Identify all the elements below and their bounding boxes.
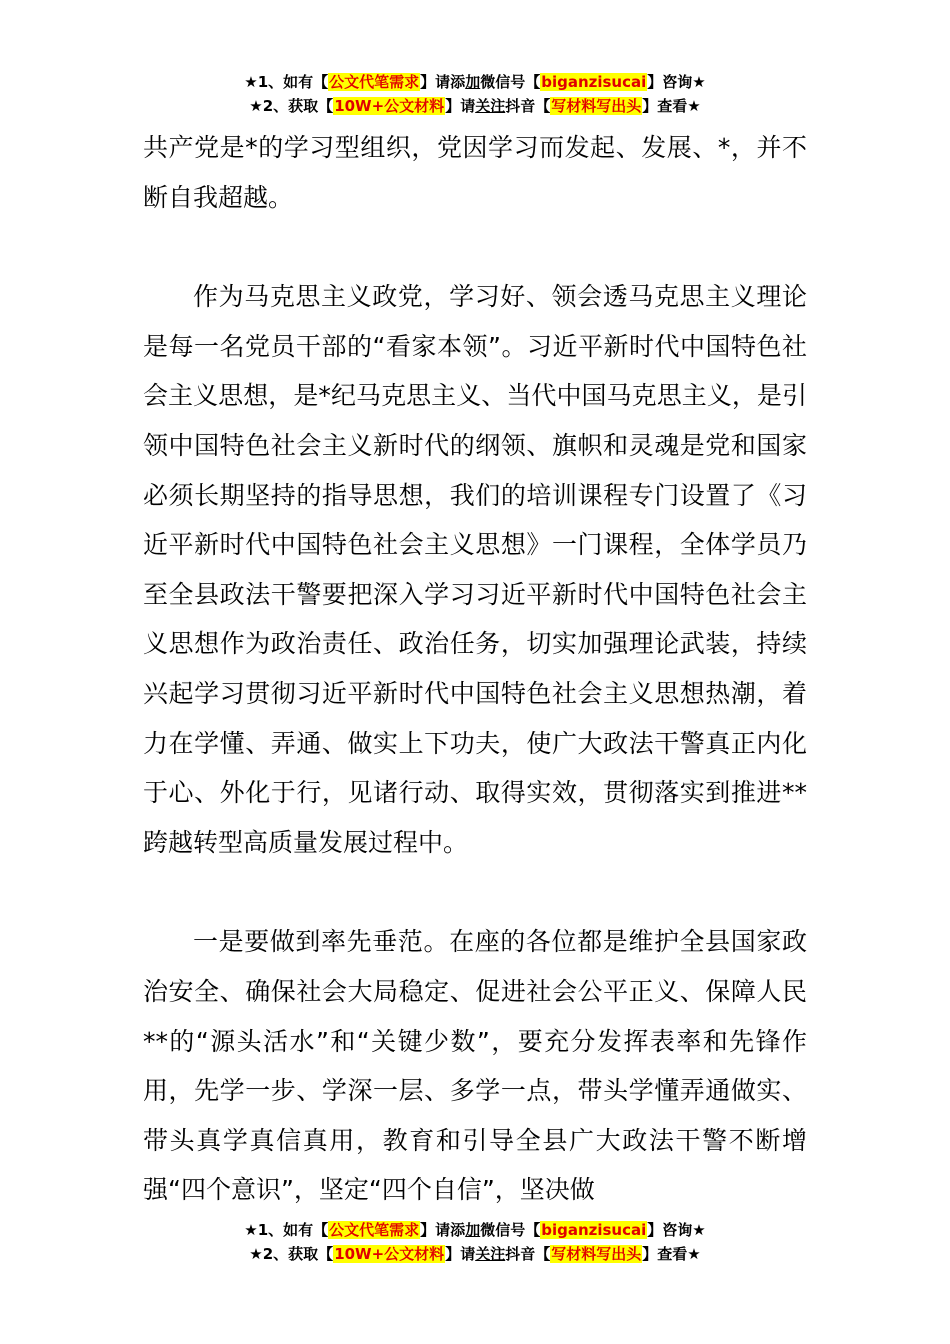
banner-line-2: ★2、获取【10W+公文材料】请关注抖音【写材料写出头】查看★ — [249, 1245, 701, 1263]
highlight-service: 公文代笔需求 — [329, 1221, 420, 1239]
banner-line-1: ★1、如有【公文代笔需求】请添加微信号【biganzisucai】咨询★ — [244, 1221, 706, 1239]
paragraph-1: 共产党是*的学习型组织，党因学习而发起、发展、*，并不断自我超越。 — [143, 133, 807, 212]
highlight-service: 公文代笔需求 — [329, 73, 420, 91]
highlight-wechat-id: biganzisucai — [541, 1221, 647, 1239]
paragraph-gap — [143, 867, 807, 917]
document-body — [143, 123, 807, 1215]
header-banner — [0, 70, 950, 118]
paragraph-3: 一是要做到率先垂范。在座的各位都是维护全县国家政治安全、确保社会大局稳定、促进社会公平正义、保障人民**的“源头活水”和“关键少数”，要充分发挥表率和先锋作用，先学一步、学深一层、多学一点，带头学懂弄通做实、带头真学真信真用，教育和引导全县广大政法干警不断增强“四个意识”，坚定“四个自信”，坚决做 — [143, 927, 807, 1205]
footer-banner — [0, 1218, 950, 1266]
banner-line-1: ★1、如有【公文代笔需求】请添加微信号【biganzisucai】咨询★ — [244, 73, 706, 91]
paragraph-2: 作为马克思主义政党，学习好、领会透马克思主义理论是每一名党员干部的“看家本领”。习近平新时代中国特色社会主义思想，是*纪马克思主义、当代中国马克思主义，是引领中国特色社会主义新时代的纲领、旗帜和灵魂是党和国家必须长期坚持的指导思想，我们的培训课程专门设置了《习近平新时代中国特色社会主义思想》一门课程，全体学员乃至全县政法干警要把深入学习习近平新时代中国特色社会主义思想作为政治责任、政治任务，切实加强理论武装，持续兴起学习贯彻习近平新时代中国特色社会主义思想热潮，着力在学懂、弄通、做实上下功夫，使广大政法干警真正内化于心、外化于行，见诸行动、取得实效，贯彻落实到推进**跨越转型高质量发展过程中。 — [143, 282, 807, 857]
highlight-materials: 10W+公文材料 — [334, 1245, 445, 1263]
highlight-wechat-id: biganzisucai — [541, 73, 647, 91]
banner-line-2: ★2、获取【10W+公文材料】请关注抖音【写材料写出头】查看★ — [249, 97, 701, 115]
highlight-douyin: 写材料写出头 — [551, 97, 642, 115]
highlight-douyin: 写材料写出头 — [551, 1245, 642, 1263]
paragraph-gap — [143, 222, 807, 272]
highlight-materials: 10W+公文材料 — [334, 97, 445, 115]
